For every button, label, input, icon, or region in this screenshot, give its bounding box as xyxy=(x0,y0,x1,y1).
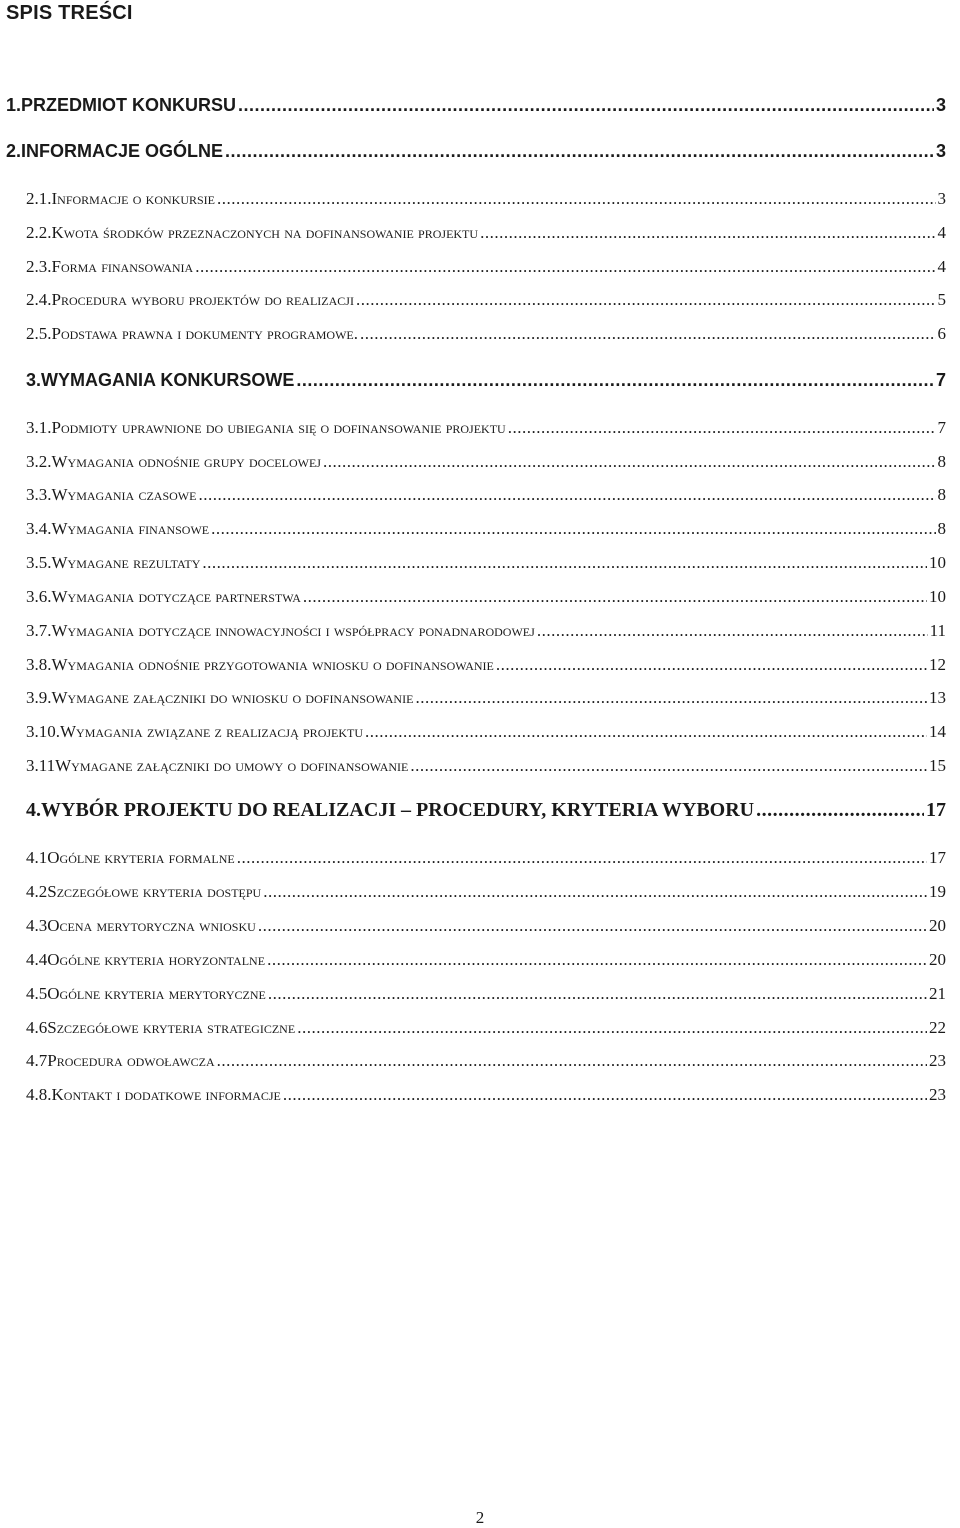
toc-entry[interactable] xyxy=(26,916,946,936)
toc-leader xyxy=(283,1085,927,1105)
toc-leader xyxy=(537,621,928,641)
toc-leader xyxy=(267,950,927,970)
toc-entry[interactable] xyxy=(26,984,946,1004)
toc-title: Kontakt i dodatkowe informacje xyxy=(51,1085,281,1104)
toc-page: 20 xyxy=(929,916,946,935)
toc-entry[interactable] xyxy=(26,688,946,708)
toc-page: 6 xyxy=(937,324,946,343)
toc-page: 19 xyxy=(929,882,946,901)
toc-entry[interactable] xyxy=(26,621,946,641)
toc-number: 4.1 xyxy=(26,848,48,867)
toc-leader xyxy=(296,370,934,391)
toc-entry[interactable] xyxy=(26,519,946,539)
toc-entry[interactable] xyxy=(26,324,946,344)
toc-title: Wymagania odnośnie przygotowania wniosku o dofinansowanie xyxy=(51,655,494,674)
toc-leader xyxy=(268,984,927,1004)
toc-leader xyxy=(202,553,927,573)
toc-number: 3.3. xyxy=(26,485,52,504)
toc-title: Ogólne kryteria horyzontalne xyxy=(47,950,266,969)
toc-page: 22 xyxy=(929,1018,946,1037)
toc-entry[interactable] xyxy=(26,257,946,277)
toc-leader xyxy=(756,799,924,822)
toc-page: 8 xyxy=(937,485,946,504)
toc-leader xyxy=(263,882,927,902)
toc-number: 2.2. xyxy=(26,223,52,242)
toc-title: Podmioty uprawnione do ubiegania się o dofinansowanie projektu xyxy=(51,418,506,437)
toc-entry[interactable] xyxy=(26,756,946,776)
toc-entry[interactable] xyxy=(26,418,946,438)
toc-page: 15 xyxy=(929,756,946,775)
toc-leader xyxy=(496,655,927,675)
toc-title: Wymagane załączniki do umowy o dofinansowanie xyxy=(55,756,409,775)
toc-entry[interactable] xyxy=(26,290,946,310)
toc-title: PRZEDMIOT KONKURSU xyxy=(21,95,237,115)
toc-entry[interactable] xyxy=(26,882,946,902)
toc-title: Wymagania dotyczące innowacyjności i współpracy ponadnarodowej xyxy=(51,621,535,640)
toc-entry[interactable] xyxy=(26,722,946,742)
toc-page: 11 xyxy=(929,621,946,640)
toc-leader xyxy=(480,223,935,243)
toc-leader xyxy=(323,452,936,472)
toc-title: Ogólne kryteria formalne xyxy=(47,848,235,867)
toc-title: Wymagania odnośnie grupy docelowej xyxy=(51,452,321,471)
toc-number: 3.5. xyxy=(26,553,52,572)
toc-page: 12 xyxy=(929,655,946,674)
toc-number: 4. xyxy=(26,799,41,821)
toc-title: INFORMACJE OGÓLNE xyxy=(21,141,224,161)
toc-page: 3 xyxy=(935,95,946,115)
toc-number: 2.5. xyxy=(26,324,52,343)
toc-number: 2. xyxy=(6,141,22,161)
toc-number: 2.3. xyxy=(26,257,52,276)
toc-number: 3. xyxy=(26,370,42,390)
toc-entry[interactable] xyxy=(26,1018,946,1038)
toc-title: WYBÓR PROJEKTU DO REALIZACJI – PROCEDURY, KRYTERIA WYBORU xyxy=(41,799,755,821)
toc-entry[interactable] xyxy=(26,370,946,391)
toc-leader xyxy=(198,485,935,505)
toc-number: 4.6 xyxy=(26,1018,48,1037)
toc-title: Procedura odwoławcza xyxy=(47,1051,215,1070)
toc-number: 4.2 xyxy=(26,882,48,901)
toc-number: 4.3 xyxy=(26,916,48,935)
toc-page: 23 xyxy=(929,1051,946,1070)
toc-page: 7 xyxy=(935,370,946,390)
toc-entry[interactable] xyxy=(26,189,946,209)
toc-title: Kwota środków przeznaczonych na dofinansowanie projektu xyxy=(51,223,479,242)
toc-entry[interactable] xyxy=(26,950,946,970)
toc-number: 3.4. xyxy=(26,519,52,538)
toc-title: Forma finansowania xyxy=(51,257,194,276)
toc-number: 3.11 xyxy=(26,756,56,775)
toc-page: 21 xyxy=(929,984,946,1003)
toc-leader xyxy=(195,257,935,277)
toc-number: 3.1. xyxy=(26,418,52,437)
toc-entry[interactable] xyxy=(6,95,946,116)
toc-title: Wymagane rezultaty xyxy=(51,553,201,572)
toc-leader xyxy=(211,519,935,539)
toc-leader xyxy=(415,688,927,708)
toc-title: Procedura wyboru projektów do realizacji xyxy=(51,290,354,309)
toc-entry[interactable] xyxy=(26,799,946,822)
toc-leader xyxy=(360,324,936,344)
toc-entry[interactable] xyxy=(26,848,946,868)
toc-leader xyxy=(225,141,934,162)
toc-page: 8 xyxy=(937,519,946,538)
toc-title: Wymagania czasowe xyxy=(51,485,197,504)
toc-leader xyxy=(238,95,934,116)
toc-leader xyxy=(410,756,927,776)
toc-entry[interactable] xyxy=(6,141,946,162)
toc-number: 2.1. xyxy=(26,189,52,208)
toc-title: WYMAGANIA KONKURSOWE xyxy=(41,370,295,390)
toc-number: 4.4 xyxy=(26,950,48,969)
toc-number: 2.4. xyxy=(26,290,52,309)
toc-page: 17 xyxy=(926,799,946,821)
toc-title: Wymagania finansowe xyxy=(51,519,210,538)
toc-title: Ogólne kryteria merytoryczne xyxy=(47,984,266,1003)
toc-number: 3.2. xyxy=(26,452,52,471)
toc-page: 5 xyxy=(937,290,946,309)
toc-page: 10 xyxy=(929,587,946,606)
toc-leader xyxy=(508,418,936,438)
toc-entry[interactable] xyxy=(26,553,946,573)
toc-page: 3 xyxy=(937,189,946,208)
toc-number: 4.5 xyxy=(26,984,48,1003)
toc-page: 7 xyxy=(937,418,946,437)
toc-number: 4.8. xyxy=(26,1085,52,1104)
page-number: 2 xyxy=(475,1508,485,1527)
toc-leader xyxy=(217,1051,927,1071)
toc-entry[interactable] xyxy=(26,223,946,243)
toc-title: Wymagania związane z realizacją projektu xyxy=(60,722,364,741)
toc-number: 3.7. xyxy=(26,621,52,640)
toc-leader xyxy=(365,722,927,742)
toc-entry[interactable] xyxy=(26,587,946,607)
toc-page: 20 xyxy=(929,950,946,969)
toc-page: 8 xyxy=(937,452,946,471)
toc-leader xyxy=(237,848,927,868)
toc-title: Podstawa prawna i dokumenty programowe. xyxy=(51,324,358,343)
toc-page: 4 xyxy=(937,257,946,276)
toc-leader xyxy=(356,290,936,310)
toc-number: 4.7 xyxy=(26,1051,48,1070)
toc-number: 1. xyxy=(6,95,22,115)
toc-page: 4 xyxy=(937,223,946,242)
toc-title: Szczegółowe kryteria strategiczne xyxy=(47,1018,296,1037)
toc-title: Wymagania dotyczące partnerstwa xyxy=(51,587,301,606)
toc-number: 3.10. xyxy=(26,722,60,741)
toc-entry[interactable] xyxy=(26,485,946,505)
toc-page: 23 xyxy=(929,1085,946,1104)
toc-page: 13 xyxy=(929,688,946,707)
toc-title: Wymagane załączniki do wniosku o dofinansowanie xyxy=(51,688,414,707)
toc-title: Ocena merytoryczna wniosku xyxy=(47,916,256,935)
toc-page: 14 xyxy=(929,722,946,741)
toc-leader xyxy=(258,916,927,936)
toc-page: 3 xyxy=(935,141,946,161)
toc-page: 10 xyxy=(929,553,946,572)
toc-entry[interactable] xyxy=(26,655,946,675)
toc-number: 3.6. xyxy=(26,587,52,606)
toc-leader xyxy=(303,587,927,607)
toc-number: 3.9. xyxy=(26,688,52,707)
toc-number: 3.8. xyxy=(26,655,52,674)
toc-title: Szczegółowe kryteria dostępu xyxy=(47,882,262,901)
page-title: SPIS TREŚCI xyxy=(6,2,133,24)
toc-entry[interactable] xyxy=(26,452,946,472)
toc-entry[interactable] xyxy=(26,1085,946,1105)
toc-title: Informacje o konkursie xyxy=(51,189,216,208)
toc-leader xyxy=(217,189,935,209)
toc-leader xyxy=(297,1018,927,1038)
toc-entry[interactable] xyxy=(26,1051,946,1071)
toc-page: 17 xyxy=(929,848,946,867)
